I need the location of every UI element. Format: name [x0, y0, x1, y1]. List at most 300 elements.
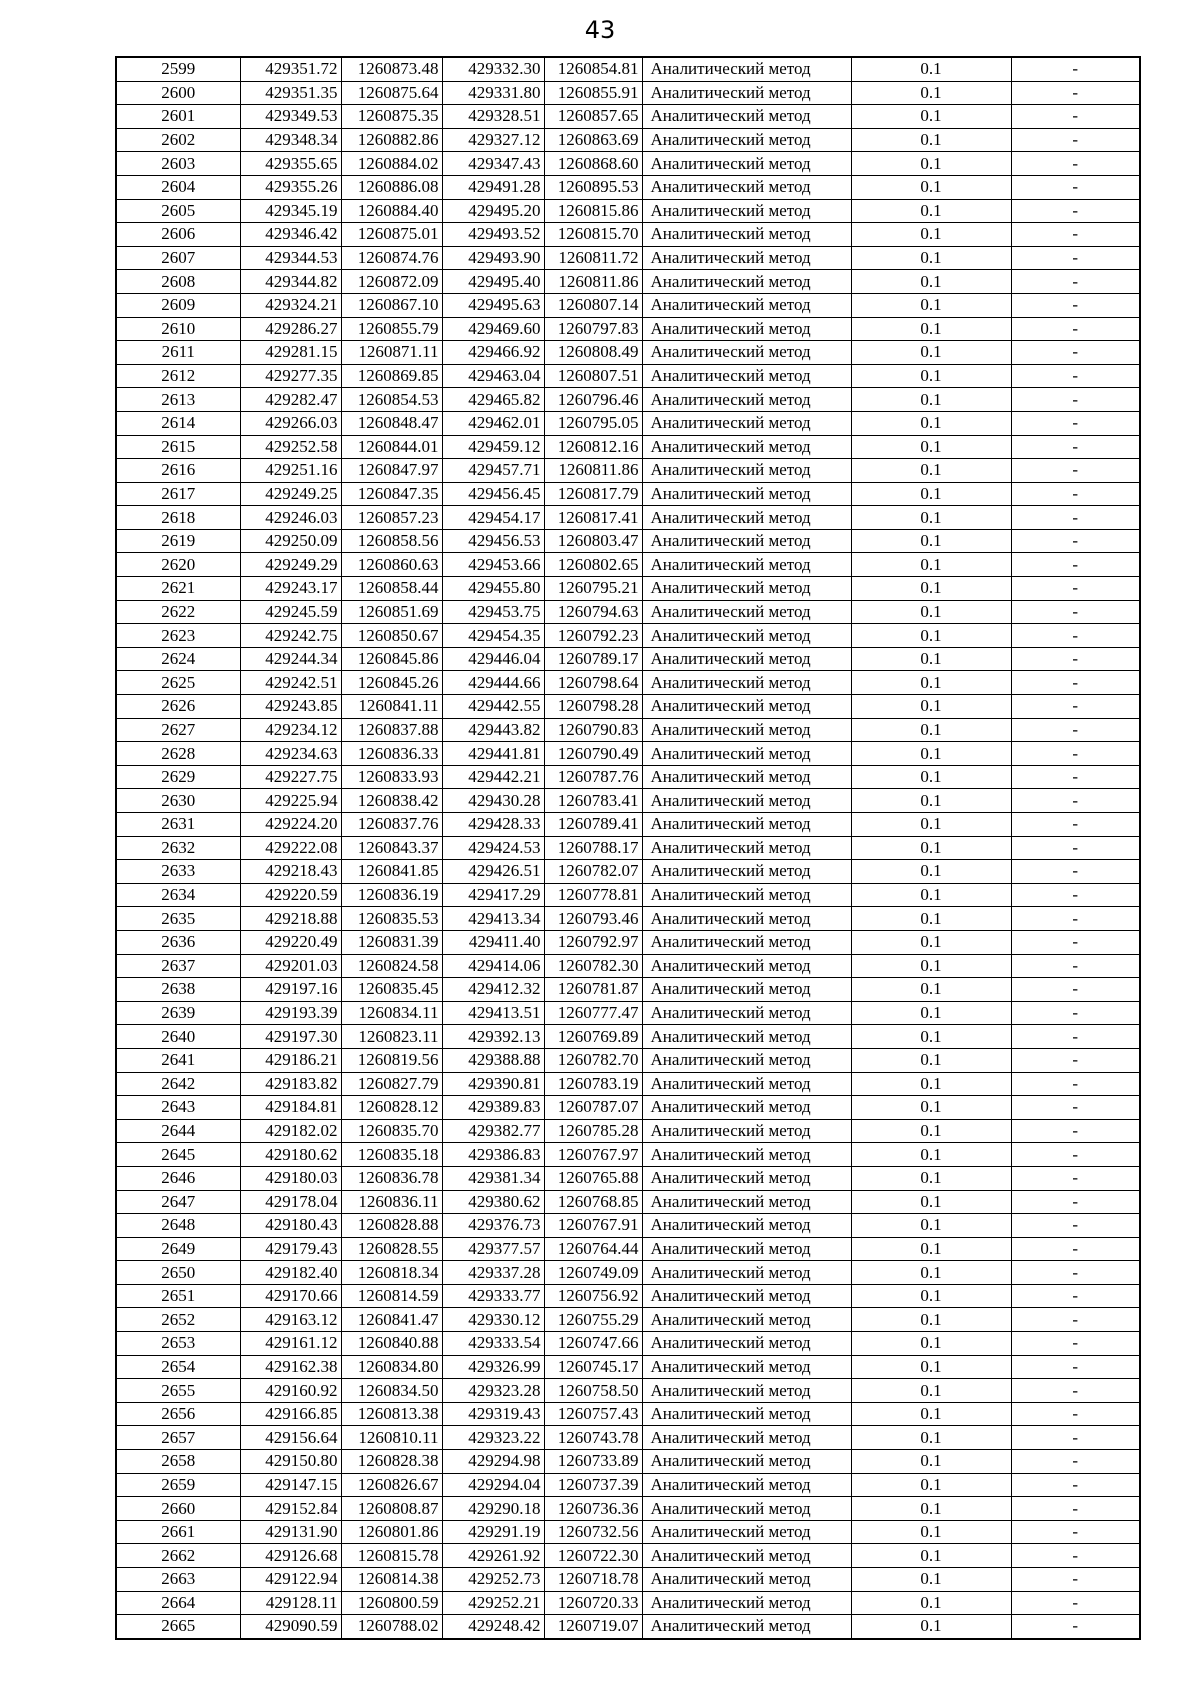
accuracy-cell: 0.1: [851, 813, 1011, 837]
point-number-cell: 2627: [116, 718, 240, 742]
y1-cell: 1260824.58: [341, 954, 442, 978]
note-cell: -: [1011, 1473, 1140, 1497]
x1-cell: 429180.62: [240, 1143, 341, 1167]
table-row: [116, 1473, 1140, 1497]
table-row: [116, 1214, 1140, 1238]
accuracy-cell: 0.1: [851, 1497, 1011, 1521]
note-cell: -: [1011, 81, 1140, 105]
table-row: [116, 1520, 1140, 1544]
x1-cell: 429147.15: [240, 1473, 341, 1497]
note-cell: -: [1011, 1284, 1140, 1308]
point-number-cell: 2665: [116, 1615, 240, 1639]
y2-cell: 1260790.83: [544, 718, 642, 742]
method-cell: Аналитический метод: [642, 81, 851, 105]
point-number-cell: 2631: [116, 813, 240, 837]
accuracy-cell: 0.1: [851, 930, 1011, 954]
table-row: [116, 718, 1140, 742]
method-cell: Аналитический метод: [642, 1332, 851, 1356]
x1-cell: 429220.59: [240, 883, 341, 907]
table-row: [116, 1355, 1140, 1379]
y1-cell: 1260854.53: [341, 388, 442, 412]
table-row: [116, 671, 1140, 695]
table-row: [116, 246, 1140, 270]
y1-cell: 1260867.10: [341, 293, 442, 317]
x1-cell: 429179.43: [240, 1237, 341, 1261]
x2-cell: 429413.34: [442, 907, 544, 931]
y2-cell: 1260792.97: [544, 930, 642, 954]
y1-cell: 1260875.35: [341, 105, 442, 129]
table-row: [116, 1568, 1140, 1592]
x1-cell: 429250.09: [240, 529, 341, 553]
point-number-cell: 2629: [116, 765, 240, 789]
y1-cell: 1260871.11: [341, 341, 442, 365]
x2-cell: 429463.04: [442, 364, 544, 388]
x2-cell: 429457.71: [442, 459, 544, 483]
y1-cell: 1260873.48: [341, 57, 442, 81]
point-number-cell: 2655: [116, 1379, 240, 1403]
x2-cell: 429491.28: [442, 175, 544, 199]
x2-cell: 429376.73: [442, 1214, 544, 1238]
x2-cell: 429386.83: [442, 1143, 544, 1167]
x2-cell: 429441.81: [442, 742, 544, 766]
x1-cell: 429324.21: [240, 293, 341, 317]
x1-cell: 429266.03: [240, 411, 341, 435]
accuracy-cell: 0.1: [851, 1143, 1011, 1167]
table-row: [116, 1072, 1140, 1096]
x2-cell: 429326.99: [442, 1355, 544, 1379]
y1-cell: 1260823.11: [341, 1025, 442, 1049]
x2-cell: 429442.55: [442, 695, 544, 719]
y2-cell: 1260857.65: [544, 105, 642, 129]
note-cell: -: [1011, 600, 1140, 624]
point-number-cell: 2613: [116, 388, 240, 412]
point-number-cell: 2635: [116, 907, 240, 931]
x2-cell: 429323.28: [442, 1379, 544, 1403]
point-number-cell: 2663: [116, 1568, 240, 1592]
y2-cell: 1260815.86: [544, 199, 642, 223]
note-cell: -: [1011, 105, 1140, 129]
table-row: [116, 1332, 1140, 1356]
point-number-cell: 2632: [116, 836, 240, 860]
point-number-cell: 2602: [116, 128, 240, 152]
x1-cell: 429178.04: [240, 1190, 341, 1214]
y1-cell: 1260826.67: [341, 1473, 442, 1497]
point-number-cell: 2604: [116, 175, 240, 199]
y2-cell: 1260785.28: [544, 1119, 642, 1143]
point-number-cell: 2617: [116, 482, 240, 506]
x2-cell: 429417.29: [442, 883, 544, 907]
y2-cell: 1260795.05: [544, 411, 642, 435]
x2-cell: 429413.51: [442, 1001, 544, 1025]
y1-cell: 1260855.79: [341, 317, 442, 341]
note-cell: -: [1011, 1332, 1140, 1356]
point-number-cell: 2599: [116, 57, 240, 81]
accuracy-cell: 0.1: [851, 293, 1011, 317]
point-number-cell: 2637: [116, 954, 240, 978]
x1-cell: 429246.03: [240, 506, 341, 530]
y2-cell: 1260798.28: [544, 695, 642, 719]
table-row: [116, 836, 1140, 860]
x1-cell: 429193.39: [240, 1001, 341, 1025]
table-row: [116, 553, 1140, 577]
accuracy-cell: 0.1: [851, 81, 1011, 105]
x1-cell: 429227.75: [240, 765, 341, 789]
y2-cell: 1260736.36: [544, 1497, 642, 1521]
accuracy-cell: 0.1: [851, 1355, 1011, 1379]
note-cell: -: [1011, 1520, 1140, 1544]
x1-cell: 429218.88: [240, 907, 341, 931]
y2-cell: 1260755.29: [544, 1308, 642, 1332]
x2-cell: 429459.12: [442, 435, 544, 459]
table-row: [116, 341, 1140, 365]
accuracy-cell: 0.1: [851, 718, 1011, 742]
accuracy-cell: 0.1: [851, 270, 1011, 294]
method-cell: Аналитический метод: [642, 624, 851, 648]
point-number-cell: 2603: [116, 152, 240, 176]
accuracy-cell: 0.1: [851, 223, 1011, 247]
point-number-cell: 2645: [116, 1143, 240, 1167]
y2-cell: 1260798.64: [544, 671, 642, 695]
x2-cell: 429333.77: [442, 1284, 544, 1308]
accuracy-cell: 0.1: [851, 978, 1011, 1002]
note-cell: -: [1011, 1379, 1140, 1403]
method-cell: Аналитический метод: [642, 860, 851, 884]
table-row: [116, 1426, 1140, 1450]
x1-cell: 429220.49: [240, 930, 341, 954]
y1-cell: 1260841.85: [341, 860, 442, 884]
note-cell: -: [1011, 341, 1140, 365]
point-number-cell: 2648: [116, 1214, 240, 1238]
method-cell: Аналитический метод: [642, 1072, 851, 1096]
x1-cell: 429222.08: [240, 836, 341, 860]
method-cell: Аналитический метод: [642, 1379, 851, 1403]
y2-cell: 1260782.07: [544, 860, 642, 884]
x1-cell: 429344.53: [240, 246, 341, 270]
table-row: [116, 1544, 1140, 1568]
method-cell: Аналитический метод: [642, 742, 851, 766]
note-cell: -: [1011, 506, 1140, 530]
method-cell: Аналитический метод: [642, 836, 851, 860]
y2-cell: 1260732.56: [544, 1520, 642, 1544]
x1-cell: 429225.94: [240, 789, 341, 813]
note-cell: -: [1011, 435, 1140, 459]
point-number-cell: 2650: [116, 1261, 240, 1285]
table-row: [116, 577, 1140, 601]
y2-cell: 1260854.81: [544, 57, 642, 81]
table-row: [116, 1284, 1140, 1308]
x1-cell: 429281.15: [240, 341, 341, 365]
method-cell: Аналитический метод: [642, 1001, 851, 1025]
method-cell: Аналитический метод: [642, 506, 851, 530]
y1-cell: 1260836.11: [341, 1190, 442, 1214]
y2-cell: 1260812.16: [544, 435, 642, 459]
y2-cell: 1260782.30: [544, 954, 642, 978]
x1-cell: 429244.34: [240, 647, 341, 671]
y2-cell: 1260765.88: [544, 1166, 642, 1190]
x2-cell: 429319.43: [442, 1402, 544, 1426]
accuracy-cell: 0.1: [851, 600, 1011, 624]
x2-cell: 429465.82: [442, 388, 544, 412]
note-cell: -: [1011, 1214, 1140, 1238]
x1-cell: 429252.58: [240, 435, 341, 459]
x2-cell: 429426.51: [442, 860, 544, 884]
y1-cell: 1260848.47: [341, 411, 442, 435]
x1-cell: 429197.16: [240, 978, 341, 1002]
table-row: [116, 1096, 1140, 1120]
y1-cell: 1260860.63: [341, 553, 442, 577]
table-row: [116, 199, 1140, 223]
y1-cell: 1260869.85: [341, 364, 442, 388]
x2-cell: 429495.20: [442, 199, 544, 223]
method-cell: Аналитический метод: [642, 647, 851, 671]
accuracy-cell: 0.1: [851, 1284, 1011, 1308]
x1-cell: 429182.40: [240, 1261, 341, 1285]
point-number-cell: 2622: [116, 600, 240, 624]
table-row: [116, 1308, 1140, 1332]
x2-cell: 429442.21: [442, 765, 544, 789]
x2-cell: 429428.33: [442, 813, 544, 837]
y2-cell: 1260817.41: [544, 506, 642, 530]
y1-cell: 1260872.09: [341, 270, 442, 294]
x1-cell: 429170.66: [240, 1284, 341, 1308]
accuracy-cell: 0.1: [851, 435, 1011, 459]
y1-cell: 1260847.97: [341, 459, 442, 483]
x1-cell: 429344.82: [240, 270, 341, 294]
accuracy-cell: 0.1: [851, 529, 1011, 553]
x1-cell: 429348.34: [240, 128, 341, 152]
y1-cell: 1260844.01: [341, 435, 442, 459]
note-cell: -: [1011, 907, 1140, 931]
note-cell: -: [1011, 624, 1140, 648]
method-cell: Аналитический метод: [642, 718, 851, 742]
x1-cell: 429197.30: [240, 1025, 341, 1049]
x2-cell: 429495.63: [442, 293, 544, 317]
x2-cell: 429328.51: [442, 105, 544, 129]
x2-cell: 429414.06: [442, 954, 544, 978]
method-cell: Аналитический метод: [642, 789, 851, 813]
y2-cell: 1260782.70: [544, 1048, 642, 1072]
method-cell: Аналитический метод: [642, 1096, 851, 1120]
y2-cell: 1260720.33: [544, 1591, 642, 1615]
note-cell: -: [1011, 577, 1140, 601]
point-number-cell: 2618: [116, 506, 240, 530]
note-cell: -: [1011, 128, 1140, 152]
accuracy-cell: 0.1: [851, 57, 1011, 81]
table-row: [116, 175, 1140, 199]
x2-cell: 429412.32: [442, 978, 544, 1002]
method-cell: Аналитический метод: [642, 388, 851, 412]
note-cell: -: [1011, 317, 1140, 341]
y2-cell: 1260868.60: [544, 152, 642, 176]
table-row: [116, 1001, 1140, 1025]
x1-cell: 429180.03: [240, 1166, 341, 1190]
table-row: [116, 813, 1140, 837]
note-cell: -: [1011, 1568, 1140, 1592]
method-cell: Аналитический метод: [642, 978, 851, 1002]
accuracy-cell: 0.1: [851, 411, 1011, 435]
method-cell: Аналитический метод: [642, 175, 851, 199]
x1-cell: 429218.43: [240, 860, 341, 884]
method-cell: Аналитический метод: [642, 1544, 851, 1568]
method-cell: Аналитический метод: [642, 765, 851, 789]
x1-cell: 429122.94: [240, 1568, 341, 1592]
table-row: [116, 57, 1140, 81]
x2-cell: 429332.30: [442, 57, 544, 81]
table-row: [116, 293, 1140, 317]
x2-cell: 429453.66: [442, 553, 544, 577]
y1-cell: 1260857.23: [341, 506, 442, 530]
y2-cell: 1260811.72: [544, 246, 642, 270]
x2-cell: 429495.40: [442, 270, 544, 294]
accuracy-cell: 0.1: [851, 506, 1011, 530]
y2-cell: 1260803.47: [544, 529, 642, 553]
y2-cell: 1260743.78: [544, 1426, 642, 1450]
y1-cell: 1260800.59: [341, 1591, 442, 1615]
x1-cell: 429251.16: [240, 459, 341, 483]
table-row: [116, 506, 1140, 530]
method-cell: Аналитический метод: [642, 1355, 851, 1379]
note-cell: -: [1011, 813, 1140, 837]
y2-cell: 1260777.47: [544, 1001, 642, 1025]
note-cell: -: [1011, 695, 1140, 719]
accuracy-cell: 0.1: [851, 647, 1011, 671]
x2-cell: 429389.83: [442, 1096, 544, 1120]
method-cell: Аналитический метод: [642, 128, 851, 152]
method-cell: Аналитический метод: [642, 1426, 851, 1450]
x1-cell: 429249.29: [240, 553, 341, 577]
x2-cell: 429333.54: [442, 1332, 544, 1356]
y2-cell: 1260795.21: [544, 577, 642, 601]
y2-cell: 1260718.78: [544, 1568, 642, 1592]
x1-cell: 429234.63: [240, 742, 341, 766]
x2-cell: 429294.04: [442, 1473, 544, 1497]
method-cell: Аналитический метод: [642, 1615, 851, 1639]
x2-cell: 429454.35: [442, 624, 544, 648]
method-cell: Аналитический метод: [642, 671, 851, 695]
note-cell: -: [1011, 388, 1140, 412]
accuracy-cell: 0.1: [851, 1544, 1011, 1568]
page-number: 43: [584, 16, 616, 44]
point-number-cell: 2660: [116, 1497, 240, 1521]
method-cell: Аналитический метод: [642, 1143, 851, 1167]
y1-cell: 1260828.38: [341, 1450, 442, 1474]
y2-cell: 1260802.65: [544, 553, 642, 577]
y1-cell: 1260838.42: [341, 789, 442, 813]
method-cell: Аналитический метод: [642, 1520, 851, 1544]
method-cell: Аналитический метод: [642, 1591, 851, 1615]
table-row: [116, 789, 1140, 813]
note-cell: -: [1011, 529, 1140, 553]
x1-cell: 429243.17: [240, 577, 341, 601]
method-cell: Аналитический метод: [642, 1119, 851, 1143]
accuracy-cell: 0.1: [851, 1214, 1011, 1238]
point-number-cell: 2642: [116, 1072, 240, 1096]
note-cell: -: [1011, 930, 1140, 954]
note-cell: -: [1011, 954, 1140, 978]
method-cell: Аналитический метод: [642, 364, 851, 388]
accuracy-cell: 0.1: [851, 1402, 1011, 1426]
method-cell: Аналитический метод: [642, 695, 851, 719]
x1-cell: 429349.53: [240, 105, 341, 129]
note-cell: -: [1011, 718, 1140, 742]
note-cell: -: [1011, 1355, 1140, 1379]
method-cell: Аналитический метод: [642, 1214, 851, 1238]
note-cell: -: [1011, 1261, 1140, 1285]
y1-cell: 1260850.67: [341, 624, 442, 648]
method-cell: Аналитический метод: [642, 293, 851, 317]
y2-cell: 1260758.50: [544, 1379, 642, 1403]
method-cell: Аналитический метод: [642, 57, 851, 81]
point-number-cell: 2610: [116, 317, 240, 341]
note-cell: -: [1011, 1001, 1140, 1025]
point-number-cell: 2620: [116, 553, 240, 577]
y2-cell: 1260796.46: [544, 388, 642, 412]
x1-cell: 429351.72: [240, 57, 341, 81]
y1-cell: 1260834.80: [341, 1355, 442, 1379]
accuracy-cell: 0.1: [851, 459, 1011, 483]
point-number-cell: 2657: [116, 1426, 240, 1450]
accuracy-cell: 0.1: [851, 695, 1011, 719]
table-row: [116, 435, 1140, 459]
y2-cell: 1260757.43: [544, 1402, 642, 1426]
note-cell: -: [1011, 1591, 1140, 1615]
x1-cell: 429282.47: [240, 388, 341, 412]
note-cell: -: [1011, 293, 1140, 317]
y2-cell: 1260815.70: [544, 223, 642, 247]
table-row: [116, 1450, 1140, 1474]
x2-cell: 429261.92: [442, 1544, 544, 1568]
note-cell: -: [1011, 411, 1140, 435]
x2-cell: 429377.57: [442, 1237, 544, 1261]
x2-cell: 429290.18: [442, 1497, 544, 1521]
note-cell: -: [1011, 1402, 1140, 1426]
y1-cell: 1260835.45: [341, 978, 442, 1002]
x1-cell: 429351.35: [240, 81, 341, 105]
y1-cell: 1260884.40: [341, 199, 442, 223]
y2-cell: 1260747.66: [544, 1332, 642, 1356]
note-cell: -: [1011, 978, 1140, 1002]
table-row: [116, 695, 1140, 719]
x2-cell: 429454.17: [442, 506, 544, 530]
accuracy-cell: 0.1: [851, 1096, 1011, 1120]
point-number-cell: 2653: [116, 1332, 240, 1356]
table-row: [116, 1497, 1140, 1521]
method-cell: Аналитический метод: [642, 317, 851, 341]
method-cell: Аналитический метод: [642, 1048, 851, 1072]
note-cell: -: [1011, 459, 1140, 483]
x1-cell: 429183.82: [240, 1072, 341, 1096]
accuracy-cell: 0.1: [851, 246, 1011, 270]
y2-cell: 1260722.30: [544, 1544, 642, 1568]
point-number-cell: 2626: [116, 695, 240, 719]
y1-cell: 1260833.93: [341, 765, 442, 789]
accuracy-cell: 0.1: [851, 1119, 1011, 1143]
accuracy-cell: 0.1: [851, 105, 1011, 129]
x2-cell: 429446.04: [442, 647, 544, 671]
x2-cell: 429411.40: [442, 930, 544, 954]
y1-cell: 1260836.78: [341, 1166, 442, 1190]
method-cell: Аналитический метод: [642, 1497, 851, 1521]
x2-cell: 429462.01: [442, 411, 544, 435]
x1-cell: 429245.59: [240, 600, 341, 624]
point-number-cell: 2651: [116, 1284, 240, 1308]
method-cell: Аналитический метод: [642, 529, 851, 553]
note-cell: -: [1011, 57, 1140, 81]
y1-cell: 1260813.38: [341, 1402, 442, 1426]
note-cell: -: [1011, 246, 1140, 270]
point-number-cell: 2643: [116, 1096, 240, 1120]
y2-cell: 1260807.14: [544, 293, 642, 317]
